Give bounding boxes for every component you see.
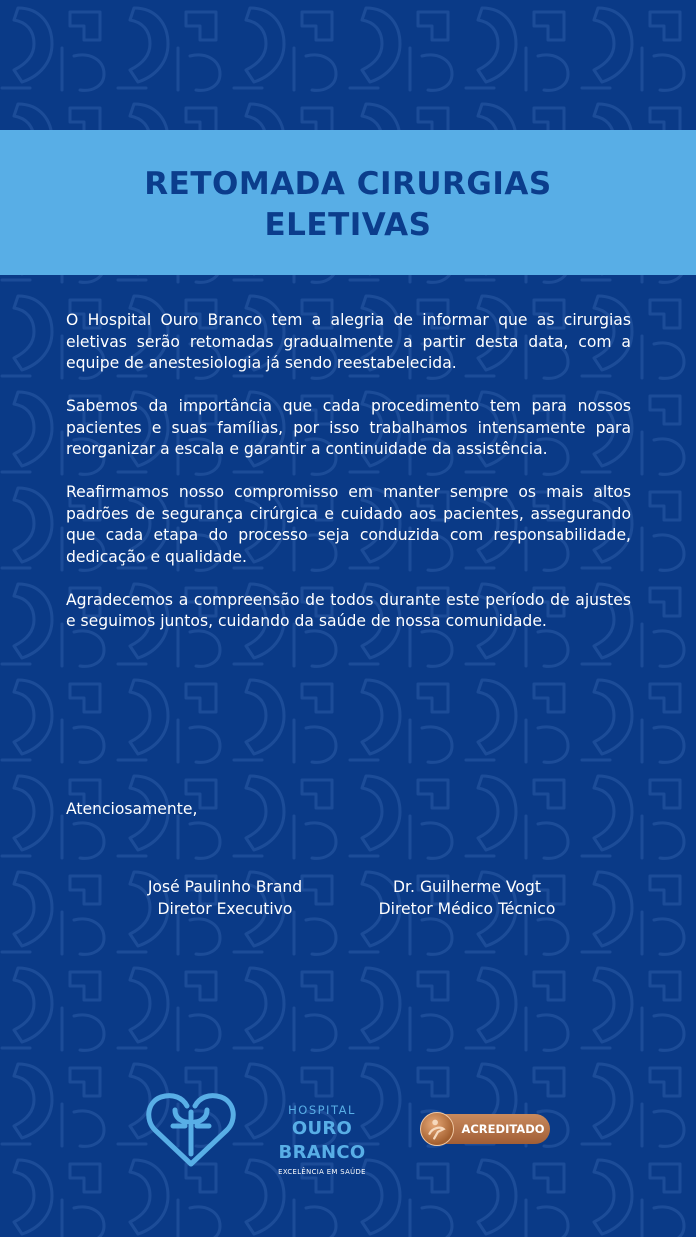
badge-label: ACREDITADO xyxy=(461,1122,545,1136)
signature-role: Diretor Médico Técnico xyxy=(378,900,556,918)
title-line-1: RETOMADA CIRURGIAS xyxy=(144,166,552,202)
paragraph: O Hospital Ouro Branco tem a alegria de informar que as cirurgias eletivas serão retomadas gradualmente a partir desta data, com a equipe de anestesiologia já sendo reestabelecida. xyxy=(66,311,631,372)
announcement-body xyxy=(66,310,631,654)
logo-line-hospital: HOSPITAL xyxy=(288,1103,356,1117)
accreditation-badge xyxy=(420,1112,550,1146)
logo-line-name: OURO BRANCO xyxy=(278,1118,366,1163)
signature-block xyxy=(337,876,597,920)
paragraph: Sabemos da importância que cada procedimento tem para nossos pacientes e suas famílias, por isso trabalhamos intensamente para reorganizar a escala e garantir a continuidade da assistência. xyxy=(66,397,631,458)
heart-cross-icon xyxy=(145,1092,237,1168)
title-line-2: ELETIVAS xyxy=(264,207,432,243)
paragraph: Agradecemos a compreensão de todos durante este período de ajustes e seguimos juntos, cuidando da saúde de nossa comunidade. xyxy=(66,590,631,630)
signature-name: Dr. Guilherme Vogt xyxy=(393,878,541,896)
signature-block xyxy=(95,876,355,920)
hospital-logo xyxy=(248,1103,396,1176)
page-title xyxy=(90,164,606,246)
signature-name: José Paulinho Brand xyxy=(147,878,303,896)
signature-role: Diretor Executivo xyxy=(157,900,293,918)
paragraph: Reafirmamos nosso compromisso em manter sempre os mais altos padrões de segurança cirúrgica e cuidado aos pacientes, assegurando que cada etapa do processo seja conduzida com responsabilidade, dedicação e qualidade. xyxy=(66,483,631,566)
closing-salutation: Atenciosamente, xyxy=(66,800,198,818)
accreditation-seal-icon xyxy=(420,1112,454,1146)
logo-tagline: EXCELÊNCIA EM SAÚDE xyxy=(278,1168,366,1176)
